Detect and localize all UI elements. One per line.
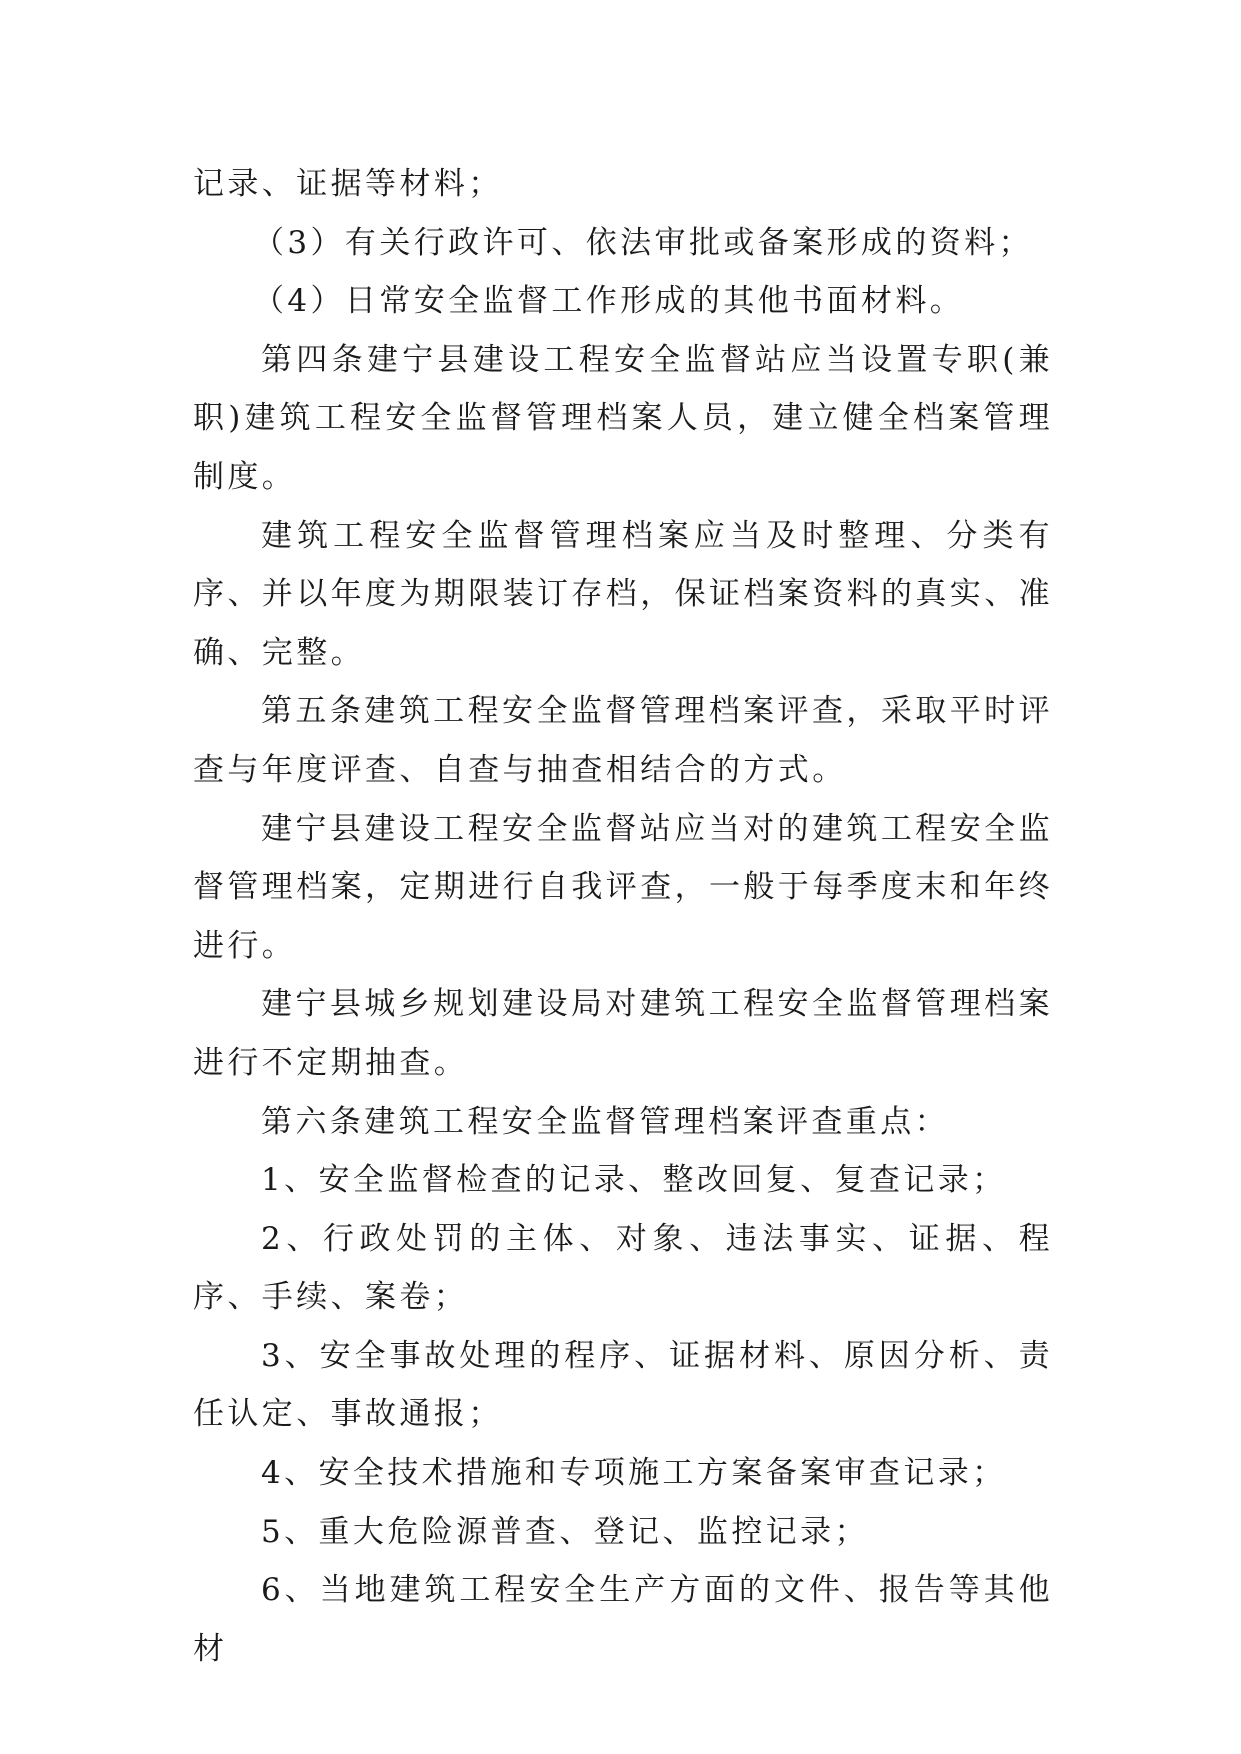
review-point-3: 3、安全事故处理的程序、证据材料、原因分析、责任认定、事故通报； (193, 1337, 1053, 1433)
article-4: 第四条建宁县建设工程安全监督站应当设置专职(兼职)建筑工程安全监督管理档案人员，建立健全档案管理制度。 (193, 341, 1053, 495)
review-point-6: 6、当地建筑工程安全生产方面的文件、报告等其他材 (193, 1572, 1053, 1667)
article-5-paragraph-3: 建宁县城乡规划建设局对建筑工程安全监督管理档案进行不定期抽查。 (193, 986, 1053, 1081)
list-item-3: （3）有关行政许可、依法审批或备案形成的资料； (253, 224, 1033, 261)
article-4-paragraph-2: 建筑工程安全监督管理档案应当及时整理、分类有序、并以年度为期限装订存档，保证档案资料的真实、准确、完整。 (193, 517, 1053, 671)
list-item-4: （4）日常安全监督工作形成的其他书面材料。 (253, 283, 965, 320)
review-point-1: 1、安全监督检查的记录、整改回复、复查记录； (261, 1162, 1007, 1199)
paragraph-continuation: 记录、证据等材料； (193, 166, 503, 202)
review-point-2: 2、行政处罚的主体、对象、违法事实、证据、程序、手续、案卷； (193, 1220, 1053, 1316)
article-5: 第五条建筑工程安全监督管理档案评查，采取平时评查与年度评查、自查与抽查相结合的方式。 (193, 693, 1053, 788)
review-point-4: 4、安全技术措施和专项施工方案备案审查记录； (261, 1455, 1007, 1492)
review-point-5: 5、重大危险源普查、登记、监控记录； (261, 1513, 869, 1550)
article-5-paragraph-2: 建宁县建设工程安全监督站应当对的建筑工程安全监督管理档案，定期进行自我评查，一般于每季度末和年终进行。 (193, 810, 1053, 964)
document-body (193, 155, 1053, 1678)
article-6: 第六条建筑工程安全监督管理档案评查重点： (261, 1103, 949, 1140)
